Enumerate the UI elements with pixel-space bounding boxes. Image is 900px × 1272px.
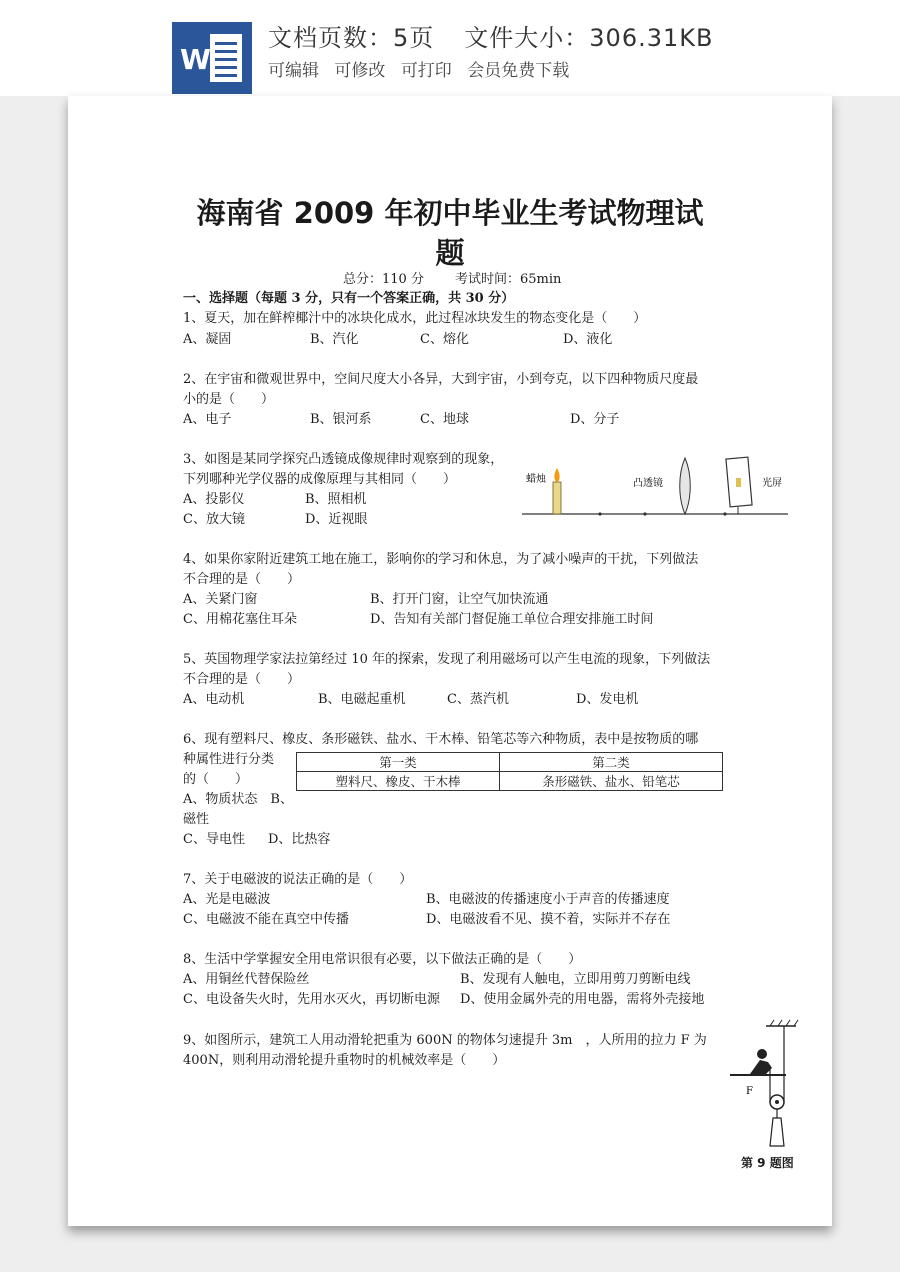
question-9-stem-1: 9、如图所示，建筑工人用动滑轮把重为 600N 的物体匀速提升 3m ，人所用的拉力 F 为 — [183, 1033, 707, 1048]
q4-option-c: C、用棉花塞住耳朵 — [183, 612, 297, 627]
question-3-stem-2: 下列哪种光学仪器的成像原理与其相同（ ） — [183, 472, 457, 487]
file-stats — [268, 18, 743, 53]
q5-option-d: D、发电机 — [576, 692, 639, 707]
title-line-2: 题 — [435, 236, 465, 270]
screen-label: 光屏 — [762, 478, 782, 489]
q4-option-b: B、打开门窗，让空气加快流通 — [370, 592, 549, 607]
candle-icon — [553, 468, 561, 514]
q2-option-b: B、银河系 — [310, 412, 372, 427]
question-2-stem-1: 2、在宇宙和微观世界中，空间尺度大小各异，大到宇宙，小到夸克，以下四种物质尺度最 — [183, 372, 699, 387]
title-line-1: 海南省 2009 年初中毕业生考试物理试 — [196, 196, 704, 230]
table-row — [297, 753, 723, 772]
q5-option-c: C、蒸汽机 — [447, 692, 509, 707]
classification-table — [296, 752, 723, 791]
question-6-stem-2: 种属性进行分类 — [183, 752, 275, 767]
question-6-stem-3: 的（ ） — [183, 772, 249, 787]
question-5-stem-2: 不合理的是（ ） — [183, 672, 301, 687]
table-row — [297, 772, 723, 791]
q7-option-c: C、电磁波不能在真空中传播 — [183, 912, 349, 927]
q1-option-a: A、凝固 — [183, 332, 232, 347]
q1-option-d: D、液化 — [563, 332, 613, 347]
q1-option-c: C、熔化 — [420, 332, 469, 347]
file-info-bar — [0, 0, 900, 96]
q7-option-b: B、电磁波的传播速度小于声音的传播速度 — [426, 892, 670, 907]
worker-icon — [750, 1049, 772, 1074]
file-size: 文件大小：306.31KB — [464, 24, 714, 52]
question-4-stem-1: 4、如果你家附近建筑工地在施工，影响你的学习和休息，为了减小噪声的干扰，下列做法 — [183, 552, 699, 567]
q2-option-d: D、分子 — [570, 412, 620, 427]
question-3-stem-1: 3、如图是某同学探究凸透镜成像规律时观察到的现象， — [183, 452, 504, 467]
document-title — [0, 193, 900, 273]
lens-experiment-figure — [520, 448, 792, 526]
table-header-second: 第二类 — [499, 753, 722, 772]
question-6-stem-1: 6、现有塑料尺、橡皮、条形磁铁、盐水、干木棒、铅笔芯等六种物质，表中是按物质的哪 — [183, 732, 699, 747]
table-header-first: 第一类 — [297, 753, 500, 772]
page-count: 文档页数：5页 — [268, 24, 435, 52]
section-heading: 一、选择题（每题 3 分，只有一个答案正确，共 30 分） — [183, 291, 515, 306]
question-5-stem-1: 5、英国物理学家法拉第经过 10 年的探索，发现了利用磁场可以产生电流的现象，下列做法 — [183, 652, 711, 667]
q8-option-c: C、电设备失火时，先用水灭火，再切断电源 — [183, 992, 440, 1007]
screen-icon — [726, 457, 752, 514]
feature-member-download: 会员免费下载 — [467, 61, 570, 81]
total-score: 总分：110 分 — [343, 272, 424, 287]
ceiling-hatch-icon — [766, 1020, 798, 1026]
q8-option-d: D、使用金属外壳的用电器，需将外壳接地 — [460, 992, 705, 1007]
q3-option-b: B、照相机 — [305, 492, 367, 507]
q8-option-b: B、发现有人触电，立即用剪刀剪断电线 — [460, 972, 691, 987]
question-8-stem: 8、生活中学掌握安全用电常识很有必要，以下做法正确的是（ ） — [183, 952, 582, 967]
q4-option-a: A、关紧门窗 — [183, 592, 258, 607]
file-features — [268, 56, 579, 81]
lens-label: 凸透镜 — [633, 478, 663, 489]
table-cell-second: 条形磁铁、盐水、铅笔芯 — [499, 772, 722, 791]
q3-option-d: D、近视眼 — [305, 512, 368, 527]
feature-modifiable: 可修改 — [334, 61, 386, 81]
q6-option-b: 磁性 — [183, 812, 210, 827]
q6-option-d: D、比热容 — [268, 832, 331, 847]
feature-printable: 可打印 — [400, 61, 452, 81]
weight-icon — [770, 1118, 784, 1146]
q6-option-c: C、导电性 — [183, 832, 245, 847]
q4-option-d: D、告知有关部门督促施工单位合理安排施工时间 — [370, 612, 654, 627]
force-label: F — [746, 1086, 753, 1097]
question-2-stem-2: 小的是（ ） — [183, 392, 275, 407]
q3-option-c: C、放大镜 — [183, 512, 245, 527]
question-7-stem: 7、关于电磁波的说法正确的是（ ） — [183, 872, 413, 887]
question-9-stem-2: 400N，则利用动滑轮提升重物时的机械效率是（ ） — [183, 1053, 506, 1068]
lens-icon — [680, 458, 691, 514]
word-document-icon — [172, 22, 252, 94]
q5-option-a: A、电动机 — [183, 692, 245, 707]
feature-editable: 可编辑 — [268, 61, 319, 81]
question-4-stem-2: 不合理的是（ ） — [183, 572, 301, 587]
q7-option-d: D、电磁波看不见、摸不着，实际并不存在 — [426, 912, 671, 927]
pulley-icon — [770, 1095, 784, 1118]
svg-text:W: W — [180, 43, 211, 76]
q7-option-a: A、光是电磁波 — [183, 892, 271, 907]
q2-option-a: A、电子 — [183, 412, 232, 427]
q1-option-b: B、汽化 — [310, 332, 359, 347]
question-1-stem: 1、夏天，加在鲜榨椰汁中的冰块化成水，此过程冰块发生的物态变化是（ ） — [183, 311, 647, 326]
exam-time: 考试时间：65min — [455, 272, 562, 287]
figure-9-caption: 第 9 题图 — [741, 1156, 794, 1170]
q5-option-b: B、电磁起重机 — [318, 692, 406, 707]
q2-option-c: C、地球 — [420, 412, 469, 427]
q3-option-a: A、投影仪 — [183, 492, 245, 507]
candle-label: 蜡烛 — [526, 474, 546, 485]
q6-option-a: A、物质状态 B、 — [183, 792, 293, 807]
q8-option-a: A、用铜丝代替保险丝 — [183, 972, 310, 987]
table-cell-first: 塑料尺、橡皮、干木棒 — [297, 772, 500, 791]
